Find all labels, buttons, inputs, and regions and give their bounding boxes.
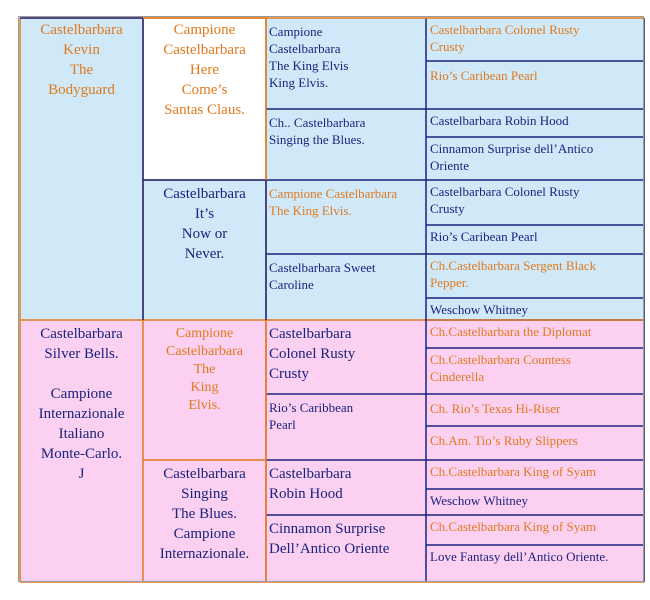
g4-line: Castelbarbara Colonel Rusty xyxy=(430,22,580,37)
sire-name-line: The xyxy=(69,62,94,78)
dam-dam-line: The Blues. xyxy=(172,506,237,522)
dam-title-line: Monte-Carlo. xyxy=(40,446,123,462)
sire-sire-line: Campione xyxy=(173,22,236,38)
g3-line: The King Elvis. xyxy=(269,203,352,218)
g4-line: Ch.Castelbarbara Countess xyxy=(430,352,571,367)
dam-dam-line: Castelbarbara xyxy=(163,466,246,482)
g4-line: Ch.Castelbarbara Sergent Black xyxy=(430,258,597,273)
g3-line: Rio’s Caribbean xyxy=(269,400,354,415)
dam-title-line: Italiano xyxy=(58,426,105,442)
g3-line: Campione Castelbarbara xyxy=(269,186,398,201)
dam-title-line: J xyxy=(78,466,85,482)
g4-line: Love Fantasy dell’Antico Oriente. xyxy=(430,549,609,564)
g3-line: Castelbarbara Sweet xyxy=(269,260,376,275)
dam-title-line: Internazionale xyxy=(38,406,125,422)
sire-sire-line: Come’s xyxy=(181,82,228,98)
g4-line: Crusty xyxy=(430,201,465,216)
g3-line: The King Elvis xyxy=(269,58,349,73)
dam-sire-line: Castelbarbara xyxy=(166,344,243,359)
g3-line: Colonel Rusty xyxy=(269,346,356,362)
dam-dam-line: Campione xyxy=(173,526,236,542)
sire-sire-line: Here xyxy=(189,62,220,78)
g3-line: Castelbarbara xyxy=(269,326,352,342)
g3-line: Ch.. Castelbarbara xyxy=(269,115,366,130)
dam-title-line: Campione xyxy=(50,386,113,402)
sire-name-line: Kevin xyxy=(63,42,100,58)
g4-line: Cinderella xyxy=(430,369,485,384)
g4-line: Ch. Rio’s Texas Hi-Riser xyxy=(430,401,561,416)
g3-line: Singing the Blues. xyxy=(269,132,365,147)
g4-line: Crusty xyxy=(430,39,465,54)
dam-dam-line: Internazionale. xyxy=(159,546,250,562)
g3-line: Pearl xyxy=(269,417,296,432)
g3-line: Crusty xyxy=(269,366,310,382)
g4-line: Rio’s Caribean Pearl xyxy=(430,68,538,83)
g4-line: Ch.Castelbarbara the Diplomat xyxy=(430,324,592,339)
sire-dam-line: Castelbarbara xyxy=(163,186,246,202)
dam-sire-line: King xyxy=(190,380,219,395)
sire-name-line: Bodyguard xyxy=(48,82,115,98)
g4-line: Weschow Whitney xyxy=(430,493,528,508)
g4-line: Ch.Castelbarbara King of Syam xyxy=(430,519,597,534)
sire-dam-line: It’s xyxy=(194,206,215,222)
sire-dam-line: Never. xyxy=(184,246,225,262)
g4-line: Ch.Am. Tio’s Ruby Slippers xyxy=(430,433,578,448)
g3-line: Caroline xyxy=(269,277,314,292)
g4-line: Oriente xyxy=(430,158,469,173)
g4-line: Rio’s Caribean Pearl xyxy=(430,229,538,244)
dam-sire-line: Elvis. xyxy=(188,398,221,413)
g4-line: Ch.Castelbarbara King of Syam xyxy=(430,464,597,479)
g3-line: Castelbarbara xyxy=(269,466,352,482)
sire-sire-line: Castelbarbara xyxy=(163,42,246,58)
dam-name-line: Silver Bells. xyxy=(44,346,119,362)
g4-line: Cinnamon Surprise dell’Antico xyxy=(430,141,594,156)
dam-sire-line: Campione xyxy=(175,326,234,341)
dam-name-line: Castelbarbara xyxy=(40,326,123,342)
sire-sire-line: Santas Claus. xyxy=(164,102,245,118)
g4-line: Castelbarbara Robin Hood xyxy=(430,113,569,128)
g3-line: Cinnamon Surprise xyxy=(269,521,386,537)
g4-line: Castelbarbara Colonel Rusty xyxy=(430,184,580,199)
dam-dam-line: Singing xyxy=(181,486,228,502)
g3-line: Campione xyxy=(269,24,323,39)
g3-line: Dell’Antico Oriente xyxy=(269,541,390,557)
dam-sire-line: The xyxy=(193,362,216,377)
g3-line: Castelbarbara xyxy=(269,41,341,56)
sire-name-line: Castelbarbara xyxy=(40,22,123,38)
g3-line: Robin Hood xyxy=(269,486,343,502)
sire-dam-line: Now or xyxy=(181,226,228,242)
g4-line: Pepper. xyxy=(430,275,469,290)
g4-line: Weschow Whitney xyxy=(430,302,528,317)
g3-line: King Elvis. xyxy=(269,75,329,90)
